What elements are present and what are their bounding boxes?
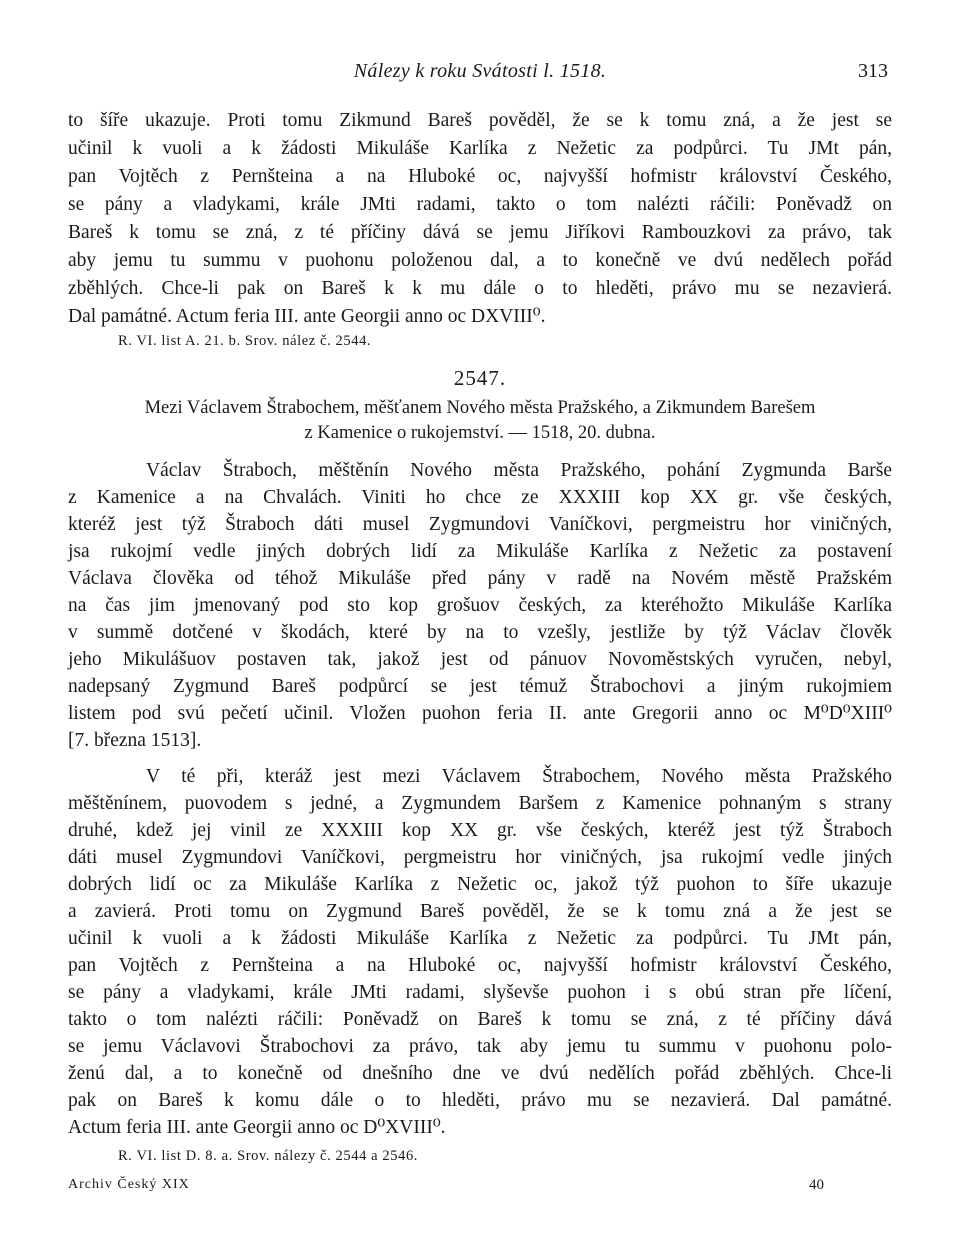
source-note: R. VI. list A. 21. b. Srov. nález č. 2544. — [118, 333, 372, 349]
text-line: druhé, kdež jej vinil ze XXXIII kop XX gr. vše českých, kteréž jest týž Štraboch — [68, 820, 892, 841]
text-line: to šíře ukazuje. Proti tomu Zikmund Bareš pověděl, že se k tomu zná, a že jest se — [68, 110, 892, 131]
running-title: Nálezy k roku Svátosti l. 1518. — [353, 60, 607, 82]
text-line: takto o tom nalézti ráčili: Poněvadž on Bareš k tomu se zná, z té příčiny dává — [68, 1009, 892, 1030]
page-footer — [68, 1177, 824, 1199]
text-line: z Kamenice a na Chvalách. Viniti ho chce ze XXXIII kop XX gr. vše českých, — [68, 487, 892, 508]
text-line: a zavierá. Proti tomu on Zygmund Bareš pověděl, že se k tomu zná a že jest se — [68, 901, 892, 922]
source-note: R. VI. list D. 8. a. Srov. nálezy č. 2544 a 2546. — [118, 1148, 419, 1164]
text-line: na čas jim jmenovaný pod sto kop grošuov českých, za kteréhožto Mikuláše Karlíka — [68, 595, 892, 616]
text-line: kteréž jest týž Štraboch dáti musel Zygmundovi Vaníčkovi, pergmeistru hor viničných, — [68, 514, 892, 535]
text-line: jeho Mikulášuov postaven tak, jakož jest od pánuov Novoměstských vyručen, nebyl, — [68, 649, 892, 670]
text-line: nadepsaný Zygmund Bareš podpůrcí se jest témuž Štrabochovi a jiným rukojmiem — [68, 676, 892, 697]
text-line: ženú dal, a to konečně od dnešního dne ve dvú nedělích pořád zběhlých. Chce-li — [68, 1063, 892, 1084]
text-line: Václava člověka od téhož Mikuláše před pány v radě na Novém městě Pražském — [68, 568, 892, 589]
text-line: Actum feria III. ante Georgii anno oc D⁰XVIII⁰. — [68, 1117, 446, 1138]
text-line: Václav Štraboch, měštěnín Nového města Pražského, pohání Zygmunda Barše — [146, 460, 892, 481]
text-line: dáti musel Zygmundovi Vaníčkovi, pergmeistru hor viničných, jsa rukojmí vedle jiných — [68, 847, 892, 868]
text-line: pan Vojtěch z Pernšteina a na Hluboké oc, najvyšší hofmistr království Českého, — [68, 955, 892, 976]
text-line: učinil k vuoli a k žádosti Mikuláše Karlíka z Nežetic za podpůrci. Tu JMt pán, — [68, 928, 892, 949]
text-line: učinil k vuoli a k žádosti Mikuláše Karlíka z Nežetic za podpůrci. Tu JMt pán, — [68, 138, 892, 159]
entry-regest-line: z Kamenice o rukojemství. — 1518, 20. dubna. — [304, 423, 656, 443]
entry-number: 2547. — [453, 366, 507, 390]
text-line: jsa rukojmí vedle jiných dobrých lidí za Mikuláše Karlíka z Nežetic za postavení — [68, 541, 892, 562]
sheet-number: 40 — [809, 1177, 824, 1193]
text-line: zběhlých. Chce-li pak on Bareš k k mu dále o to hleděti, právo mu se nezavierá. — [68, 278, 892, 299]
text-line: Dal památné. Actum feria III. ante Georgii anno oc DXVIII⁰. — [68, 306, 546, 327]
text-line: měštěnínem, puovodem s jedné, a Zygmundem Baršem z Kamenice pohnaným s strany — [68, 793, 892, 814]
text-line: V té při, kteráž jest mezi Václavem Štrabochem, Nového města Pražského — [146, 766, 892, 787]
text-line: se pány a vladykami, krále JMti radami, slyševše puohon i s obú stran pře líčení, — [68, 982, 892, 1003]
entry-regest-line: Mezi Václavem Štrabochem, měšťanem Nového města Pražského, a Zikmundem Barešem — [144, 398, 816, 418]
text-line: aby jemu tu summu v puohonu položenou dal, a to konečně ve dvú nedělech pořád — [68, 250, 892, 271]
text-line: [7. března 1513]. — [68, 730, 202, 751]
text-line: v summě dotčené v škodách, které by na to vzešly, jestliže by týž Václav člověk — [68, 622, 892, 643]
text-line: pan Vojtěch z Pernšteina a na Hluboké oc, najvyšší hofmistr království Českého, — [68, 166, 892, 187]
text-line: dobrých lidí oc za Mikuláše Karlíka z Nežetic oc, jakož týž puohon to šíře ukazuje — [68, 874, 892, 895]
text-line: Bareš k tomu se zná, z té příčiny dává se jemu Jiříkovi Rambouzkovi za právo, tak — [68, 222, 892, 243]
text-line: se pány a vladykami, krále JMti radami, takto o tom nalézti ráčili: Poněvadž on — [68, 194, 892, 215]
text-line: listem pod svú pečetí učinil. Vložen puohon feria II. ante Gregorii anno oc M⁰D⁰XIII⁰ — [68, 703, 892, 724]
running-head — [0, 58, 960, 88]
text-line: pak on Bareš k komu dále o to hleděti, právo mu se nezavierá. Dal památné. — [68, 1090, 892, 1111]
page-number: 313 — [858, 60, 888, 82]
text-line: se jemu Václavovi Štrabochovi za právo, tak aby jemu tu summu v puohonu polo- — [68, 1036, 892, 1057]
signature-mark: Archiv Český XIX — [68, 1177, 190, 1192]
